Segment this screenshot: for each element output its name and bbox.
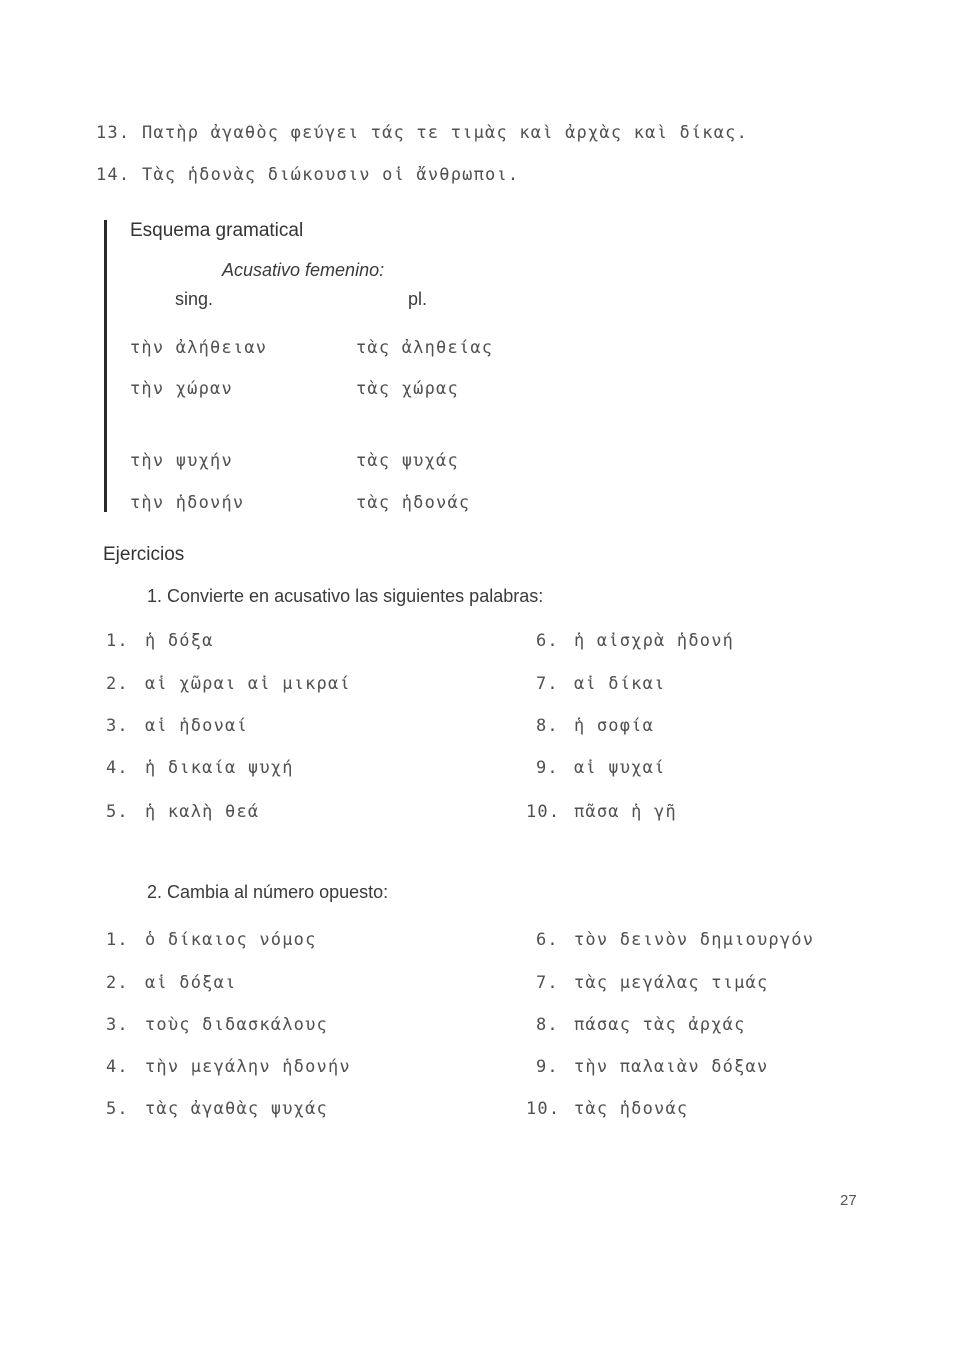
exercise-item-number: 5. (106, 1099, 129, 1119)
exercise-item-text: ὁ δίκαιος νόμος (145, 930, 317, 950)
sentence-number: 13. (96, 123, 131, 143)
exercise-item-text: αἱ δίκαι (574, 674, 666, 694)
exercise-item-number: 4. (106, 758, 129, 778)
schema-plural-form: τὰς ἀληθείας (356, 338, 494, 358)
column-header-plural: pl. (408, 289, 428, 309)
exercise-item-number: 10. (526, 1099, 561, 1119)
exercise-item-number: 10. (526, 802, 561, 822)
exercise-item-number: 4. (106, 1057, 129, 1077)
exercise-item-number: 1. (106, 930, 129, 950)
exercises-title: Ejercicios (103, 544, 185, 565)
exercise-item-number: 1. (106, 631, 129, 651)
sentence-text: Τὰς ἡδονὰς διώκουσιν οἱ ἄνθρωποι. (142, 165, 520, 185)
exercise-item-number: 6. (536, 930, 559, 950)
schema-singular-form: τὴν ψυχήν (130, 451, 233, 471)
schema-subtitle: Acusativo femenino: (222, 260, 385, 280)
exercise-item-text: τὰς μεγάλας τιμάς (574, 973, 769, 993)
column-header-singular: sing. (175, 289, 214, 309)
schema-singular-form: τὴν ἡδονήν (130, 493, 245, 513)
exercise-item-number: 7. (536, 674, 559, 694)
exercise-item-text: ἡ σοφία (574, 716, 655, 736)
exercise-item-number: 3. (106, 1015, 129, 1035)
exercise-item-number: 8. (536, 1015, 559, 1035)
schema-plural-form: τὰς χώρας (356, 379, 459, 399)
exercise-item-text: τὰς ἀγαθὰς ψυχάς (145, 1099, 328, 1119)
exercise-item-text: αἱ χῶραι αἱ μικραί (145, 674, 351, 694)
exercise-1-instruction: 1. Convierte en acusativo las siguientes palabras: (147, 586, 544, 606)
exercise-item-text: ἡ δικαία ψυχή (145, 758, 294, 778)
sentence-text: Πατὴρ ἀγαθὸς φεύγει τάς τε τιμὰς καὶ ἀρχὰς καὶ δίκας. (142, 123, 749, 143)
exercise-item-text: τὸν δεινὸν δημιουργόν (574, 930, 815, 950)
page-number: 27 (840, 1192, 857, 1209)
sentence-number: 14. (96, 165, 131, 185)
schema-plural-form: τὰς ἡδονάς (356, 493, 471, 513)
exercise-item-text: ἡ καλὴ θεά (145, 802, 260, 822)
exercise-item-text: τὴν παλαιὰν δόξαν (574, 1057, 769, 1077)
exercise-item-text: αἱ ψυχαί (574, 758, 666, 778)
exercise-item-text: τὰς ἡδονάς (574, 1099, 689, 1119)
exercise-item-text: τοὺς διδασκάλους (145, 1015, 328, 1035)
exercise-item-text: πᾶσα ἡ γῆ (574, 802, 677, 822)
schema-plural-form: τὰς ψυχάς (356, 451, 459, 471)
schema-left-rule (104, 220, 107, 512)
exercise-item-text: αἱ δόξαι (145, 973, 237, 993)
exercise-item-number: 6. (536, 631, 559, 651)
exercise-item-number: 2. (106, 674, 129, 694)
exercise-2-instruction: 2. Cambia al número opuesto: (147, 882, 389, 902)
schema-title: Esquema gramatical (130, 220, 304, 241)
exercise-item-text: πάσας τὰς ἀρχάς (574, 1015, 746, 1035)
exercise-item-number: 8. (536, 716, 559, 736)
exercise-item-text: αἱ ἡδοναί (145, 716, 248, 736)
exercise-item-number: 3. (106, 716, 129, 736)
exercise-item-text: ἡ δόξα (145, 631, 214, 651)
exercise-item-number: 2. (106, 973, 129, 993)
exercise-item-number: 9. (536, 1057, 559, 1077)
exercise-item-text: ἡ αἰσχρὰ ἡδονή (574, 631, 735, 651)
exercise-item-number: 9. (536, 758, 559, 778)
schema-singular-form: τὴν χώραν (130, 379, 233, 399)
schema-singular-form: τὴν ἀλήθειαν (130, 338, 268, 358)
exercise-item-text: τὴν μεγάλην ἡδονήν (145, 1057, 351, 1077)
exercise-item-number: 5. (106, 802, 129, 822)
exercise-item-number: 7. (536, 973, 559, 993)
